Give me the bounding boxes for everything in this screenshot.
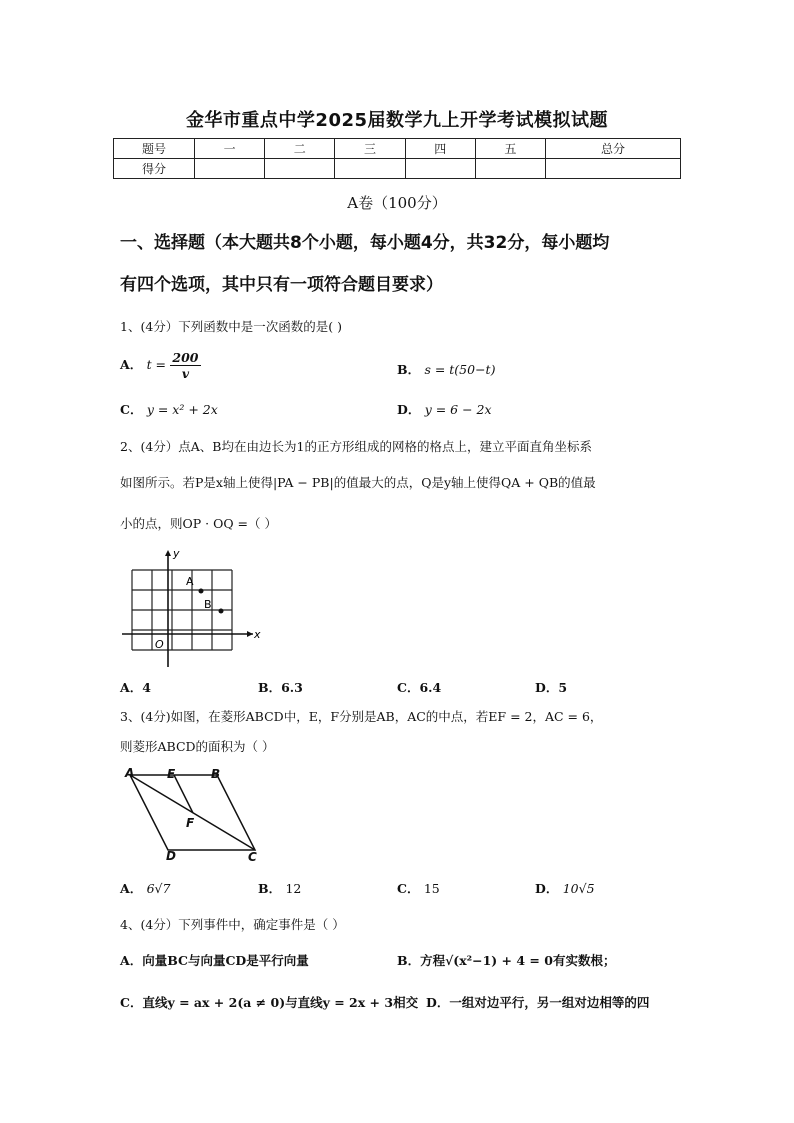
origin-label: O <box>155 638 164 651</box>
question-4-stem: 4、(4分）下列事件中，确定事件是（ ） <box>120 917 345 932</box>
fraction-denominator: v <box>181 366 190 381</box>
grid-figure <box>120 545 265 670</box>
q4-option-d: D．一组对边平行，另一组对边相等的四 <box>426 995 650 1010</box>
table-cell: 一 <box>195 139 265 159</box>
section-title: A卷（100分） <box>347 194 447 212</box>
vertex-a-label: A <box>125 766 135 780</box>
q3-option-b <box>258 879 301 897</box>
table-cell: 二 <box>265 139 335 159</box>
x-arrow-icon <box>247 631 253 637</box>
option-label: B． <box>258 881 282 896</box>
part-heading-line1: 一、选择题（本大题共8个小题，每小题4分，共32分，每小题均 <box>120 233 610 253</box>
score-table <box>113 138 681 179</box>
y-arrow-icon <box>165 550 171 556</box>
table-cell: 四 <box>405 139 475 159</box>
table-cell: 五 <box>475 139 545 159</box>
q3-option-c <box>397 879 440 897</box>
score-input-cell[interactable] <box>546 159 681 179</box>
q2-option-d: D．5 <box>535 680 568 695</box>
q4-option-c: C．直线y = ax + 2(a ≠ 0)与直线y = 2x + 3相交 <box>120 995 419 1010</box>
fraction-numerator: 200 <box>172 350 199 365</box>
score-input-cell[interactable] <box>405 159 475 179</box>
math-expr: s = t(50−t) <box>424 362 496 377</box>
question-2-line3: 小的点，则OP · OQ =（ ） <box>120 516 277 531</box>
score-table-score-row <box>114 159 681 179</box>
question-1-stem: 1、(4分）下列函数中是一次函数的是( ) <box>120 319 343 334</box>
option-label: C． <box>120 402 143 417</box>
score-input-cell[interactable] <box>475 159 545 179</box>
score-input-cell[interactable] <box>335 159 405 179</box>
q1-option-c <box>120 400 218 418</box>
math-expr: 10√5 <box>562 881 595 896</box>
question-2-line1: 2、(4分）点A、B均在由边长为1的正方形组成的网格的格点上，建立平面直角坐标系 <box>120 439 592 454</box>
math-expr: y = x² + 2x <box>146 402 218 417</box>
grid-lines <box>132 570 232 650</box>
rhombus-lines <box>130 775 255 850</box>
q4-option-b: B．方程√(x²−1) + 4 = 0有实数根； <box>397 953 616 968</box>
table-cell: 题号 <box>114 139 195 159</box>
q4-option-a: A．向量BC与向量CD是平行向量 <box>120 953 309 968</box>
midpoint-f-label: F <box>186 816 195 830</box>
vertex-d-label: D <box>166 849 176 863</box>
q2-option-c: C．6.4 <box>397 680 442 695</box>
exam-title: 金华市重点中学2025届数学九上开学考试模拟试题 <box>185 110 609 131</box>
q1-option-b <box>397 360 495 378</box>
option-label: C． <box>397 881 420 896</box>
vertex-b-label: B <box>211 767 221 781</box>
option-label: A． <box>120 881 143 896</box>
q3-option-d <box>535 879 595 897</box>
q2-option-b: B．6.3 <box>258 680 303 695</box>
option-label: B． <box>397 362 421 377</box>
point-b <box>219 609 224 614</box>
fraction <box>170 350 200 381</box>
midpoint-e-label: E <box>167 767 176 781</box>
y-axis-label: y <box>173 547 180 560</box>
math-expr: y = 6 − 2x <box>424 402 492 417</box>
q3-option-a <box>120 879 170 897</box>
question-2-line2: 如图所示。若P是x轴上使得|PA − PB|的值最大的点，Q是y轴上使得QA + QB的值最 <box>120 475 596 490</box>
option-label: D． <box>397 402 421 417</box>
q2-option-a: A．4 <box>120 680 151 695</box>
rhombus-figure <box>120 764 270 869</box>
question-3-line1: 3、(4分)如图，在菱形ABCD中，E，F分别是AB，AC的中点，若EF = 2，AC = 6， <box>120 709 603 724</box>
q1-option-d <box>397 400 492 418</box>
option-label: A． <box>120 357 143 372</box>
score-input-cell[interactable] <box>195 159 265 179</box>
point-a-label: A <box>186 575 194 588</box>
option-label: D． <box>535 881 559 896</box>
math-expr: 6√7 <box>146 881 171 896</box>
math-expr: t = <box>146 357 167 372</box>
math-expr: 12 <box>285 881 302 896</box>
math-expr: 15 <box>423 881 440 896</box>
part-heading-line2: 有四个选项，其中只有一项符合题目要求） <box>120 275 443 295</box>
q1-option-a <box>120 350 201 381</box>
point-a <box>199 589 204 594</box>
vertex-c-label: C <box>248 850 257 864</box>
question-3-line2: 则菱形ABCD的面积为（ ） <box>120 739 275 754</box>
table-cell: 三 <box>335 139 405 159</box>
table-cell: 得分 <box>114 159 195 179</box>
table-cell: 总分 <box>546 139 681 159</box>
score-input-cell[interactable] <box>265 159 335 179</box>
score-table-header-row <box>114 139 681 159</box>
point-b-label: B <box>204 598 212 611</box>
x-axis-label: x <box>254 628 261 641</box>
